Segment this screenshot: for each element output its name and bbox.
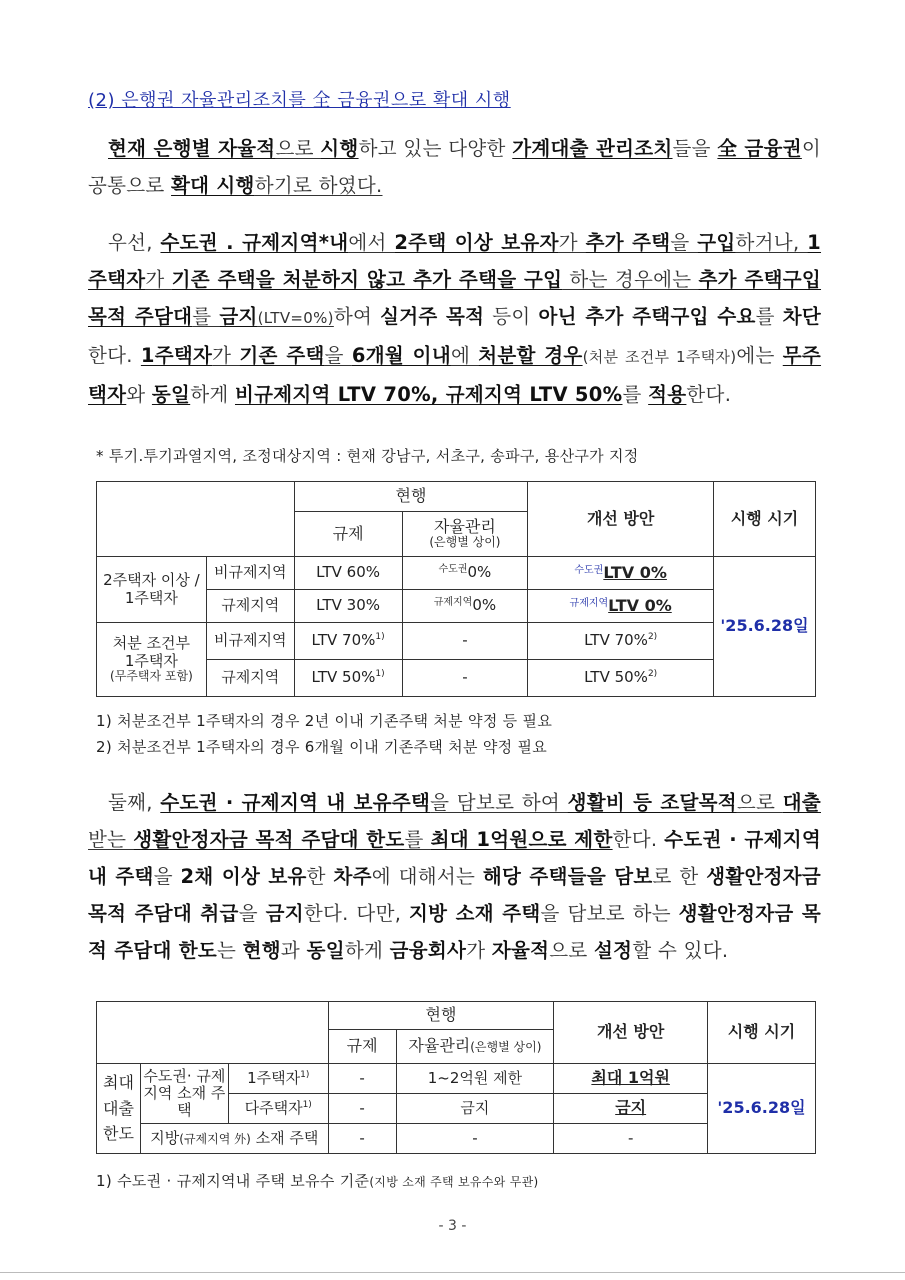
row-label-text: 다주택자: [244, 1098, 303, 1117]
text-em: 추가 주택: [585, 231, 671, 254]
text-em: 수도권 · 규제지역 내 보유주택: [160, 791, 431, 814]
cell-value: LTV 50%: [584, 668, 648, 687]
header-regulation: 규제: [294, 512, 402, 557]
text-em: 현행: [242, 939, 281, 962]
footnote-2: 2) 처분조건부 1주택자의 경우 6개월 이내 기존주택 처분 약정 필요: [96, 738, 548, 756]
text-em: 대출: [782, 791, 821, 814]
text: 한: [306, 865, 334, 888]
header-date: 시행 시기: [714, 482, 816, 557]
header-date: 시행 시기: [708, 1002, 816, 1064]
row-label-reg: 규제지역: [206, 590, 294, 623]
text-em: 동일: [151, 383, 191, 406]
text: 등이: [484, 305, 539, 328]
text: 를: [192, 305, 220, 328]
text: 을 담보로 하여: [430, 791, 568, 814]
header-self-management: [396, 1030, 554, 1064]
text: 는: [217, 939, 243, 962]
cell-plan: -: [554, 1124, 708, 1154]
row-label-one-home: [228, 1064, 328, 1094]
text: 에서: [348, 231, 395, 254]
footnote-mark: 2): [647, 669, 658, 680]
corner-cell: [97, 482, 295, 557]
cell-reg: [294, 623, 402, 660]
header-current: 현행: [294, 482, 528, 512]
cell-self: 금지: [396, 1094, 554, 1124]
text-em: 수도권 . 규제지역*내: [160, 231, 349, 254]
cell-self: -: [396, 1124, 554, 1154]
text-em: 아닌 추가 주택구입 수요: [538, 305, 756, 328]
cell-date: '25.6.28일: [714, 557, 816, 697]
text: 한다.: [88, 344, 141, 367]
paragraph-intro: [88, 130, 821, 204]
text-em: 기존 주택을 처분하지 않고 추가 주택을 구입: [171, 268, 563, 291]
text: 우선,: [108, 231, 161, 254]
group-label: 1주택자: [124, 651, 178, 670]
text: 하게: [190, 383, 235, 406]
text-em: 실거주 목적: [380, 305, 485, 328]
text: 하거나,: [735, 231, 808, 254]
text-em: 차단: [782, 305, 821, 328]
row-label-text: 지방: [150, 1128, 180, 1147]
text-em: 수도권 · 규제지역 내 주택: [88, 828, 821, 888]
text: 한다.: [612, 828, 658, 851]
footnote-mark: 1): [375, 632, 385, 643]
text: 이 공통으로: [88, 137, 821, 197]
text: 하게: [344, 939, 390, 962]
cell-value: 0%: [467, 563, 492, 582]
header-self-label: 자율관리: [433, 516, 496, 536]
text-em: 확대 시행: [171, 174, 255, 197]
cell-prefix: 수도권: [438, 564, 468, 576]
cell-plan: 최대 1억원: [554, 1064, 708, 1094]
text: 하고 있는 다양한: [358, 137, 513, 160]
text-em: 적용: [648, 383, 687, 406]
cell-prefix: 수도권: [574, 564, 604, 576]
text: 로 한: [652, 865, 707, 888]
cell-plan: 금지: [554, 1094, 708, 1124]
text: 하는 경우에는: [562, 268, 699, 291]
text-em: 해당 주택들을 담보: [482, 865, 653, 888]
text-em: 생활안정자금 목적 주담대 한도: [88, 902, 821, 962]
text: 을: [238, 902, 266, 925]
cell-self: [402, 590, 528, 623]
region-note: * 투기.투기과열지역, 조정대상지역 : 현재 강남구, 서초구, 송파구, 용산구가 지정: [96, 447, 639, 465]
text-em: 설정: [594, 939, 633, 962]
text-em: 금지: [219, 305, 258, 328]
text-em: 최대 1억원으로 제한: [430, 828, 613, 851]
corner-cell: [97, 1002, 329, 1064]
cell-reg: -: [328, 1094, 396, 1124]
text-em: 무주택자: [88, 344, 822, 406]
cell-plan: [528, 660, 714, 697]
text-em: 지방 소재 주택: [408, 902, 541, 925]
text: 한다. 다만,: [303, 902, 409, 925]
text-em: 생활비 등 조달목적: [567, 791, 737, 814]
group-conditional: [97, 623, 207, 697]
text: 으로: [275, 137, 321, 160]
text-em: 구입: [697, 231, 736, 254]
section-title: (2) 은행권 자율관리조치를 全 금융권으로 확대 시행: [88, 90, 511, 111]
cell-reg: LTV 30%: [294, 590, 402, 623]
text: 을: [324, 344, 352, 367]
text-em: 생활안정자금 목적 주담대 한도: [133, 828, 405, 851]
text-em: 자율적: [491, 939, 550, 962]
text-em: 생활안정자금 목적 주담대 취급: [88, 865, 822, 925]
group-max-loan-limit: 최대 대출 한도: [97, 1064, 141, 1154]
cell-self: -: [402, 623, 528, 660]
bottom-divider: [0, 1272, 905, 1273]
text-em: 처분할 경우: [478, 344, 583, 367]
text-em: 비규제지역 LTV 70%, 규제지역 LTV 50%: [234, 383, 623, 406]
text-em: 동일: [306, 939, 345, 962]
header-current: 현행: [328, 1002, 554, 1030]
footnote-1: 1) 처분조건부 1주택자의 경우 2년 이내 기존주택 처분 약정 등 필요: [96, 712, 553, 730]
text: 으로: [736, 791, 783, 814]
group-label: 처분 조건부: [112, 634, 191, 653]
text: 가: [558, 231, 586, 254]
text: 하여: [333, 305, 381, 328]
footnote-mark: 1): [375, 669, 385, 680]
cell-value: LTV 0%: [608, 595, 672, 615]
text: 으로: [549, 939, 595, 962]
text: 할 수 있다.: [632, 939, 729, 962]
group-label-sub: (무주택자 포함): [110, 668, 193, 683]
cell-plan: [528, 557, 714, 590]
cell-plan: [528, 623, 714, 660]
text-em: 금지: [265, 902, 304, 925]
row-label-sub: (규제지역 外): [179, 1131, 251, 1146]
text: 한다.: [686, 383, 732, 406]
header-plan: 개선 방안: [554, 1002, 708, 1064]
cell-plan: [528, 590, 714, 623]
text: 와: [126, 383, 152, 406]
text-em: 추가 주택구입 목적 주담대: [88, 268, 822, 328]
cell-value: LTV 70%: [311, 631, 376, 650]
text: 를: [755, 305, 783, 328]
cell-date: '25.6.28일: [708, 1064, 816, 1154]
cell-reg: [294, 660, 402, 697]
text-em: 기존 주택: [239, 344, 325, 367]
text: 을 담보로 하는: [540, 902, 679, 925]
text-em: 全 금융권: [717, 137, 802, 160]
text: 하기로 하였다.: [254, 174, 383, 197]
text: (처분 조건부 1주택자): [582, 348, 737, 366]
header-regulation: 규제: [328, 1030, 396, 1064]
text: 에: [450, 344, 479, 367]
cell-reg: -: [328, 1124, 396, 1154]
text: 들을: [672, 137, 711, 160]
text: 가: [145, 268, 172, 291]
cell-self: 1~2억원 제한: [396, 1064, 554, 1094]
page-number: - 3 -: [438, 1218, 467, 1234]
text: 를: [622, 383, 649, 406]
text: 을: [670, 231, 698, 254]
header-self-sub: (은행별 상이): [429, 535, 501, 550]
footnote-mark: 1): [300, 1069, 310, 1080]
text: 받는: [88, 828, 134, 851]
row-label-multi-home: [228, 1094, 328, 1124]
text-em: 1주택자: [140, 344, 213, 367]
cell-self: -: [402, 660, 528, 697]
footnote-mark: 1): [302, 1099, 312, 1110]
group-metro-regulated: 수도권· 규제지역 소재 주택: [140, 1064, 228, 1124]
row-label-nonreg: 비규제지역: [206, 623, 294, 660]
cell-value: LTV 70%: [584, 631, 648, 650]
paragraph-second-measure: [88, 784, 821, 969]
header-self-sub: (은행별 상이): [470, 1040, 542, 1055]
text-em: 금융회사: [389, 939, 467, 962]
paragraph-first-measure: [88, 224, 821, 413]
cell-prefix: 규제지역: [569, 597, 609, 609]
text-em: 1주택자: [88, 231, 822, 291]
ltv-table: [96, 481, 816, 697]
row-label-nonreg: 비규제지역: [206, 557, 294, 590]
text-em: 현재 은행별 자율적: [108, 137, 276, 160]
text: 과: [280, 939, 307, 962]
header-self-management: [402, 512, 528, 557]
group-two-plus-homes: 2주택자 이상 / 1주택자: [97, 557, 207, 623]
text-em: 2채 이상 보유: [180, 865, 307, 888]
cell-value: LTV 50%: [311, 668, 376, 687]
row-label-reg: 규제지역: [206, 660, 294, 697]
footnote-3-main: 1) 수도권 · 규제지역내 주택 보유수 기준: [96, 1172, 370, 1190]
text: 에 대해서는: [371, 865, 483, 888]
footnote-mark: 2): [647, 632, 658, 643]
footnote-3: [96, 1170, 538, 1191]
cell-value: LTV 0%: [603, 562, 667, 582]
text-em: 시행: [320, 137, 359, 160]
text: 가: [466, 939, 492, 962]
row-label-local: [140, 1124, 328, 1154]
text: 둘째,: [108, 791, 161, 814]
cell-prefix: 규제지역: [433, 597, 473, 609]
row-label-text: 1주택자: [247, 1068, 301, 1087]
text: 가: [212, 344, 240, 367]
header-plan: 개선 방안: [528, 482, 714, 557]
text: 를: [404, 828, 431, 851]
text: (LTV=0%): [257, 309, 334, 327]
text: 에는: [736, 344, 783, 367]
footnote-3-sub: (지방 소재 주택 보유수와 무관): [369, 1175, 539, 1189]
cell-reg: LTV 60%: [294, 557, 402, 590]
text-em: 2주택 이상 보유자: [394, 231, 559, 254]
cell-self: [402, 557, 528, 590]
row-label-text: 소재 주택: [250, 1128, 319, 1147]
text-em: 가계대출 관리조치: [512, 137, 673, 160]
header-self-label: 자율관리: [408, 1036, 471, 1056]
loan-limit-table: [96, 1001, 816, 1154]
text-em: 차주: [333, 865, 372, 888]
text: 을: [153, 865, 181, 888]
text-em: 6개월 이내: [351, 344, 451, 367]
cell-reg: -: [328, 1064, 396, 1094]
cell-value: 0%: [472, 596, 497, 615]
